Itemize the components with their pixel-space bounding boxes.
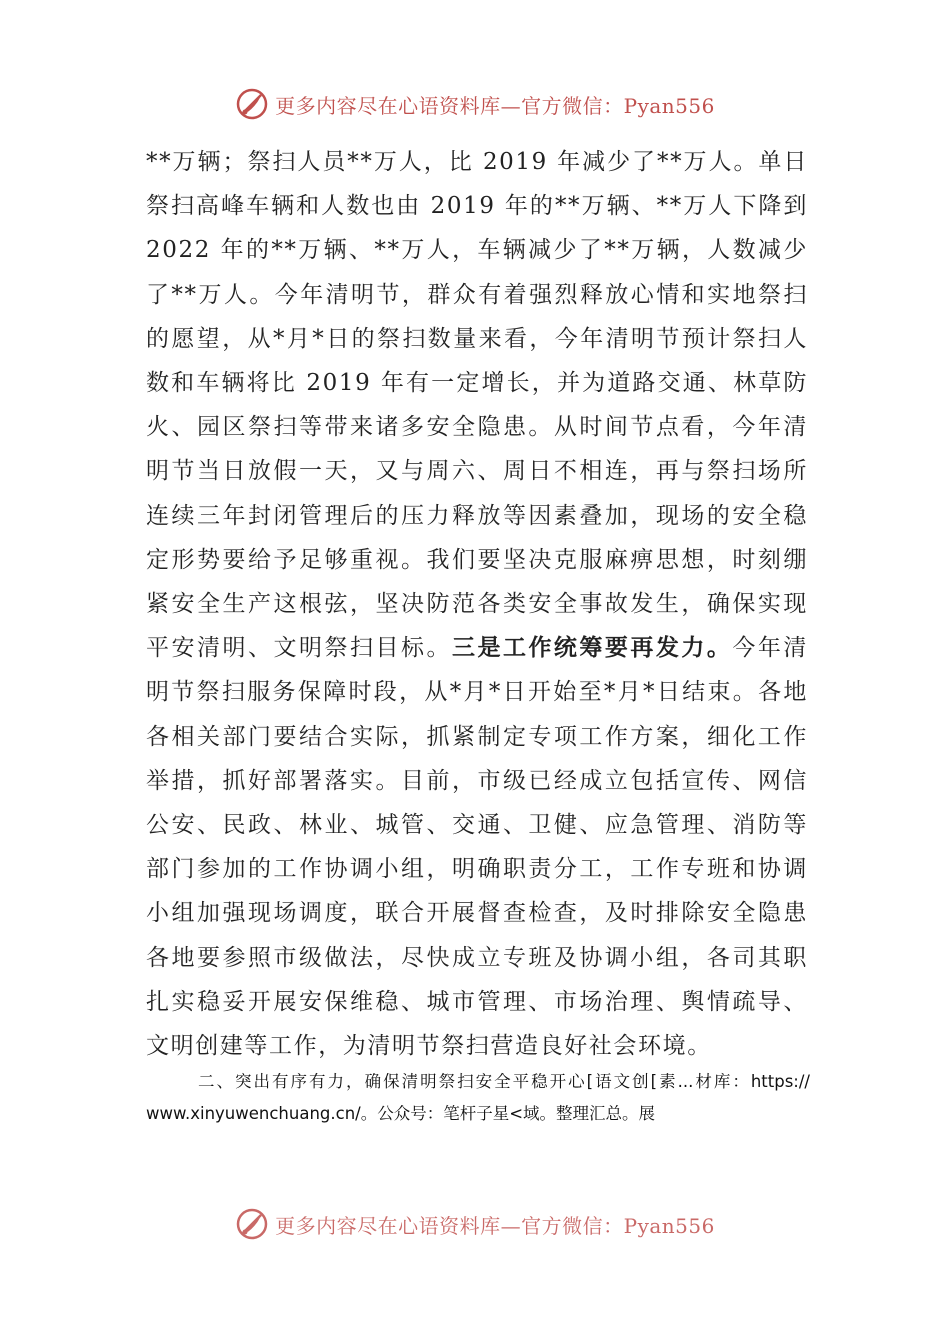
body-line: **万辆；祭扫人员**万人，比 2019 年减少了**万人。单日 bbox=[146, 149, 808, 175]
source-line: www.xinyuwenchuang.cn/。公众号：笔杆子星<域。整理汇总。展 bbox=[146, 1104, 656, 1123]
body-line: 文明创建等工作，为清明节祭扫营造良好社会环境。 bbox=[146, 1033, 712, 1060]
body-line: 明节当日放假一天，又与周六、周日不相连，再与祭扫场所 bbox=[146, 458, 808, 485]
body-line-text: 平安清明、文明祭扫目标。 bbox=[146, 635, 452, 662]
body-line: 部门参加的工作协调小组，明确职责分工，工作专班和协调 bbox=[146, 856, 808, 883]
body-text bbox=[146, 140, 808, 1068]
body-line: 公安、民政、林业、城管、交通、卫健、应急管理、消防等 bbox=[146, 812, 808, 839]
body-line: 2022 年的**万辆、**万人，车辆减少了**万辆，人数减少 bbox=[146, 237, 808, 264]
page-footer bbox=[0, 1204, 950, 1244]
body-line: 各地要参照市级做法，尽快成立专班及协调小组，各司其职 bbox=[146, 944, 808, 971]
body-line: 各相关部门要结合实际，抓紧制定专项工作方案，细化工作 bbox=[146, 723, 808, 750]
body-line: 火、园区祭扫等带来诸多安全隐患。从时间节点看，今年清 bbox=[146, 414, 808, 441]
body-line: 了**万人。今年清明节，群众有着强烈释放心情和实地祭扫 bbox=[146, 281, 808, 308]
section-note bbox=[146, 1066, 810, 1130]
body-line: 的愿望，从*月*日的祭扫数量来看，今年清明节预计祭扫人 bbox=[146, 325, 808, 352]
section-heading-inline: 三是工作统筹要再发力。 bbox=[451, 634, 733, 662]
body-line: 定形势要给予足够重视。我们要坚决克服麻痹思想，时刻绷 bbox=[146, 546, 808, 573]
body-line: 明节祭扫服务保障时段，从*月*日开始至*月*日结束。各地 bbox=[146, 679, 808, 706]
footer-text: 更多内容尽在心语资料库—官方微信：Pyan556 bbox=[275, 1213, 715, 1238]
body-line: 小组加强现场调度，联合开展督查检查，及时排除安全隐患 bbox=[146, 900, 808, 927]
body-line-with-heading bbox=[146, 626, 808, 670]
header-text: 更多内容尽在心语资料库—官方微信：Pyan556 bbox=[275, 93, 715, 118]
quill-logo-icon bbox=[235, 1207, 269, 1241]
section-heading: 二、突出有序有力，确保清明祭扫安全平稳开心[语文创[素...材库：https:// bbox=[198, 1072, 810, 1091]
body-line: 扎实稳妥开展安保维稳、城市管理、市场治理、舆情疏导、 bbox=[146, 988, 808, 1015]
body-line: 数和车辆将比 2019 年有一定增长，并为道路交通、林草防 bbox=[146, 370, 808, 397]
body-line-text: 今年清 bbox=[732, 635, 808, 662]
quill-logo-icon bbox=[235, 87, 269, 121]
body-line: 连续三年封闭管理后的压力释放等因素叠加，现场的安全稳 bbox=[146, 502, 808, 529]
body-line: 举措，抓好部署落实。目前，市级已经成立包括宣传、网信 bbox=[146, 767, 808, 794]
body-line: 紧安全生产这根弦，坚决防范各类安全事故发生，确保实现 bbox=[146, 591, 808, 618]
page-header bbox=[0, 84, 950, 124]
body-line: 祭扫高峰车辆和人数也由 2019 年的**万辆、**万人下降到 bbox=[146, 193, 808, 220]
